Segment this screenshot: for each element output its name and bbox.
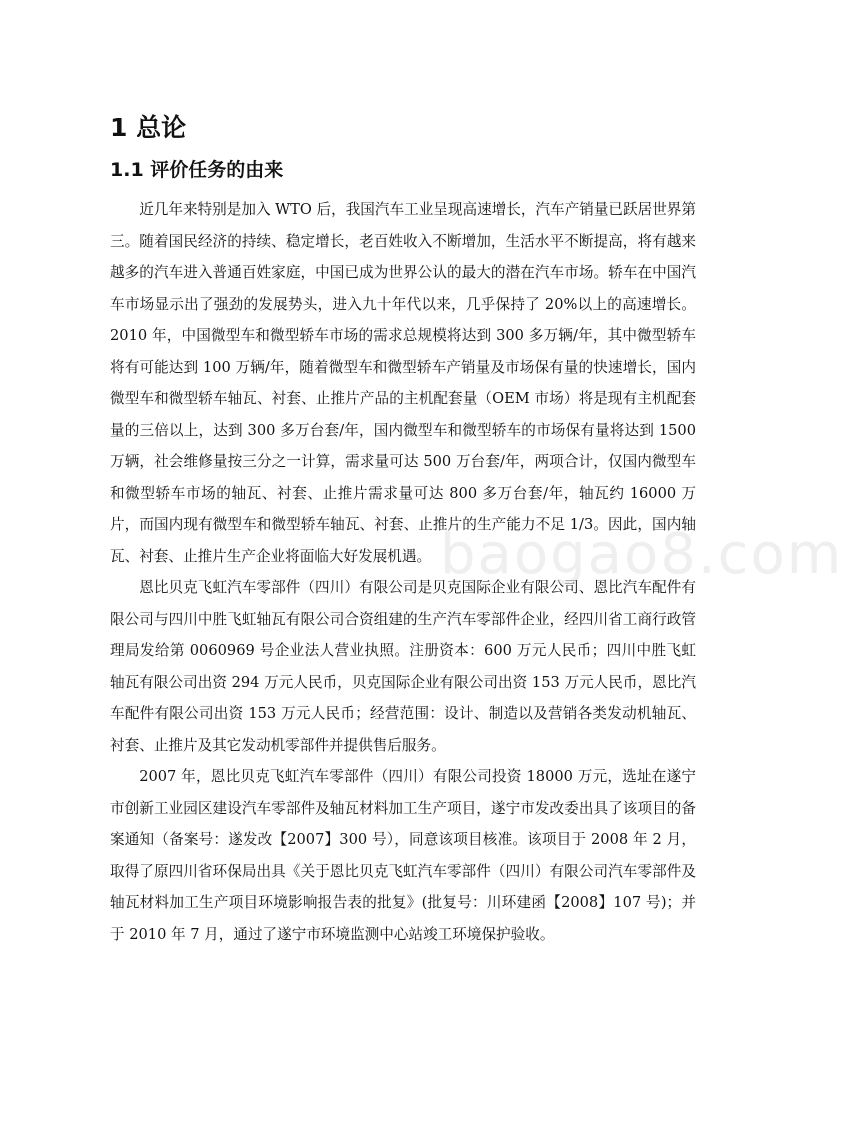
body-text <box>110 194 696 950</box>
watermark: baogao8.com <box>440 522 843 587</box>
section-title: 1.1 评价任务的由来 <box>110 159 284 181</box>
chapter-title: 1 总论 <box>110 113 187 142</box>
paragraph-project-history: 2007 年，恩比贝克飞虹汽车零部件（四川）有限公司投资 18000 万元，选址在遂宁市创新工业园区建设汽车零部件及轴瓦材料加工生产项目，遂宁市发改委出具了该项目的备案通知（备案号：遂发改【2007】300 号），同意该项目核准。该项目于 2008 年 2 月，取得了原四川省环保局出具《关于恩比贝克飞虹汽车零部件（四川）有限公司汽车零部件及轴瓦材料加工生产项目环境影响报告表的批复》(批复号：川环建函【2008】107 号)；并于 2010 年 7 月，通过了遂宁市环境监测中心站竣工环境保护验收。 <box>110 768 696 943</box>
paragraph-market-background: 近几年来特别是加入 WTO 后，我国汽车工业呈现高速增长，汽车产销量已跃居世界第三。随着国民经济的持续、稳定增长，老百姓收入不断增加，生活水平不断提高，将有越来越多的汽车进入普通百姓家庭，中国已成为世界公认的最大的潜在汽车市场。轿车在中国汽车市场显示出了强劲的发展势头，进入九十年代以来，几乎保持了 20%以上的高速增长。 2010 年，中国微型车和微型轿车市场的需求总规模将达到 300 多万辆/年，其中微型轿车将有可能达到 100 万辆/年，随着微型车和微型轿车产销量及市场保有量的快速增长，国内微型车和微型轿车轴瓦、衬套、止推片产品的主机配套量（OEM 市场）将是现有主机配套量的三倍以上，达到 300 多万台套/年，国内微型车和微型轿车的市场保有量将达到 1500 万辆，社会维修量按三分之一计算，需求量可达 500 万台套/年，两项合计，仅国内微型车和微型轿车市场的轴瓦、衬套、止推片需求量可达 800 多万台套/年，轴瓦约 16000 万片，而国内现有微型车和微型轿车轴瓦、衬套、止推片的生产能力不足 1/3。因此，国内轴瓦、衬套、止推片生产企业将面临大好发展机遇。 <box>110 201 696 565</box>
paragraph-company-profile: 恩比贝克飞虹汽车零部件（四川）有限公司是贝克国际企业有限公司、恩比汽车配件有限公司与四川中胜飞虹轴瓦有限公司合资组建的生产汽车零部件企业，经四川省工商行政管理局发给第 0060969 号企业法人营业执照。注册资本：600 万元人民币；四川中胜飞虹轴瓦有限公司出资 294 万元人民币，贝克国际企业有限公司出资 153 万元人民币，恩比汽车配件有限公司出资 153 万元人民币；经营范围：设计、制造以及营销各类发动机轴瓦、衬套、止推片及其它发动机零部件并提供售后服务。 <box>110 579 696 754</box>
